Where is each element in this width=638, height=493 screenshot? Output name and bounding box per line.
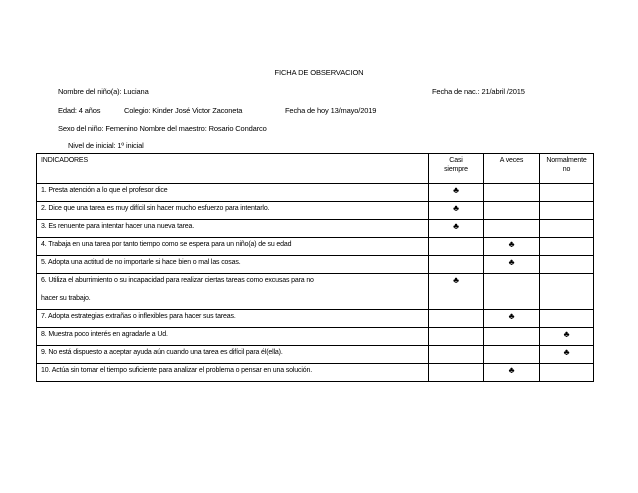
header-a-veces: A veces: [484, 154, 540, 184]
club-mark-icon: ♣: [563, 347, 570, 357]
club-mark-icon: ♣: [508, 239, 515, 249]
mark-cell-a-veces: [484, 202, 540, 220]
indicator-text: [37, 256, 429, 274]
level: Nivel de inicial: 1º inicial: [68, 141, 144, 150]
document-title: FICHA DE OBSERVACION: [274, 68, 364, 77]
header-normalmente-no: [540, 154, 594, 184]
indicator-line: 4. Trabaja en una tarea por tanto tiempo como se espera para un niño(a) de su edad: [41, 241, 292, 248]
mark-cell-casi-siempre: [429, 274, 484, 310]
indicator-text: [37, 310, 429, 328]
header-casi-siempre: [429, 154, 484, 184]
indicator-line: 10. Actúa sin tomar el tiempo suficiente para analizar el problema o pensar en una solución.: [41, 367, 313, 374]
table-row: [37, 202, 594, 220]
mark-cell-casi-siempre: [429, 256, 484, 274]
mark-cell-normalmente-no: [540, 364, 594, 382]
mark-cell-a-veces: [484, 238, 540, 256]
mark-cell-casi-siempre: [429, 220, 484, 238]
table-row: [37, 328, 594, 346]
table-row: [37, 364, 594, 382]
indicator-line: 9. No está dispuesto a aceptar ayuda aún cuando una tarea es difícil para él(ella).: [41, 349, 283, 356]
mark-cell-normalmente-no: [540, 328, 594, 346]
club-mark-icon: ♣: [508, 257, 515, 267]
school: Colegio: Kinder José Victor Zaconeta: [124, 106, 243, 115]
club-mark-icon: ♣: [508, 365, 515, 375]
birth-date: Fecha de nac.: 21/abril /2015: [432, 87, 525, 96]
mark-cell-normalmente-no: [540, 238, 594, 256]
observation-table: [36, 153, 594, 382]
table-row: [37, 220, 594, 238]
club-mark-icon: ♣: [508, 311, 515, 321]
club-mark-icon: ♣: [453, 203, 459, 213]
indicator-line: 6. Utiliza el aburrimiento o su incapacidad para realizar ciertas tareas como excusas para no: [41, 277, 314, 284]
mark-cell-casi-siempre: [429, 310, 484, 328]
header-indicadores: INDICADORES: [37, 154, 429, 184]
mark-cell-a-veces: [484, 274, 540, 310]
mark-cell-normalmente-no: [540, 184, 594, 202]
mark-cell-a-veces: [484, 328, 540, 346]
table-header-row: [37, 154, 594, 184]
header-casi-siempre-line2: siempre: [444, 166, 468, 173]
mark-cell-a-veces: [484, 310, 540, 328]
table-row: [37, 256, 594, 274]
header-normalmente-line2: no: [562, 166, 571, 173]
mark-cell-casi-siempre: [429, 346, 484, 364]
club-mark-icon: ♣: [453, 275, 459, 285]
mark-cell-normalmente-no: [540, 346, 594, 364]
indicator-line: 8. Muestra poco interés en agradarle a Ud.: [41, 331, 168, 338]
sex-and-teacher: Sexo del niño: Femenino Nombre del maestro: Rosario Condarco: [58, 124, 267, 133]
indicator-line: 1. Presta atención a lo que el profesor dice: [41, 187, 168, 194]
mark-cell-a-veces: [484, 184, 540, 202]
indicator-line: 2. Dice que una tarea es muy difícil sin hacer mucho esfuerzo para intentarlo.: [41, 205, 270, 212]
mark-cell-normalmente-no: [540, 220, 594, 238]
indicator-text: [37, 274, 429, 310]
age: Edad: 4 años: [58, 106, 101, 115]
indicator-line: 5. Adopta una actitud de no importarle si hace bien o mal las cosas.: [41, 259, 241, 266]
indicator-line: 3. Es renuente para intentar hacer una nueva tarea.: [41, 223, 195, 230]
today-date: Fecha de hoy 13/mayo/2019: [285, 106, 377, 115]
mark-cell-a-veces: [484, 256, 540, 274]
table-row: [37, 274, 594, 310]
indicator-text: [37, 238, 429, 256]
indicator-text: [37, 364, 429, 382]
indicator-text: [37, 184, 429, 202]
mark-cell-casi-siempre: [429, 238, 484, 256]
table-row: [37, 310, 594, 328]
indicator-line-continued: hacer su trabajo.: [41, 295, 91, 302]
club-mark-icon: ♣: [563, 329, 570, 339]
mark-cell-normalmente-no: [540, 310, 594, 328]
header-casi-siempre-line1: Casi: [449, 157, 463, 164]
mark-cell-a-veces: [484, 364, 540, 382]
table-row: [37, 184, 594, 202]
mark-cell-a-veces: [484, 220, 540, 238]
mark-cell-casi-siempre: [429, 364, 484, 382]
club-mark-icon: ♣: [453, 185, 459, 195]
mark-cell-casi-siempre: [429, 202, 484, 220]
mark-cell-normalmente-no: [540, 256, 594, 274]
child-name: Nombre del niño(a): Luciana: [58, 87, 149, 96]
mark-cell-normalmente-no: [540, 274, 594, 310]
mark-cell-normalmente-no: [540, 202, 594, 220]
table-row: [37, 346, 594, 364]
header-normalmente-line1: Normalmente: [546, 157, 587, 164]
indicator-line: 7. Adopta estrategias extrañas o inflexibles para hacer sus tareas.: [41, 313, 236, 320]
club-mark-icon: ♣: [453, 221, 459, 231]
indicator-text: [37, 328, 429, 346]
indicator-text: [37, 220, 429, 238]
indicator-text: [37, 202, 429, 220]
mark-cell-casi-siempre: [429, 328, 484, 346]
indicator-text: [37, 346, 429, 364]
mark-cell-a-veces: [484, 346, 540, 364]
mark-cell-casi-siempre: [429, 184, 484, 202]
table-row: [37, 238, 594, 256]
